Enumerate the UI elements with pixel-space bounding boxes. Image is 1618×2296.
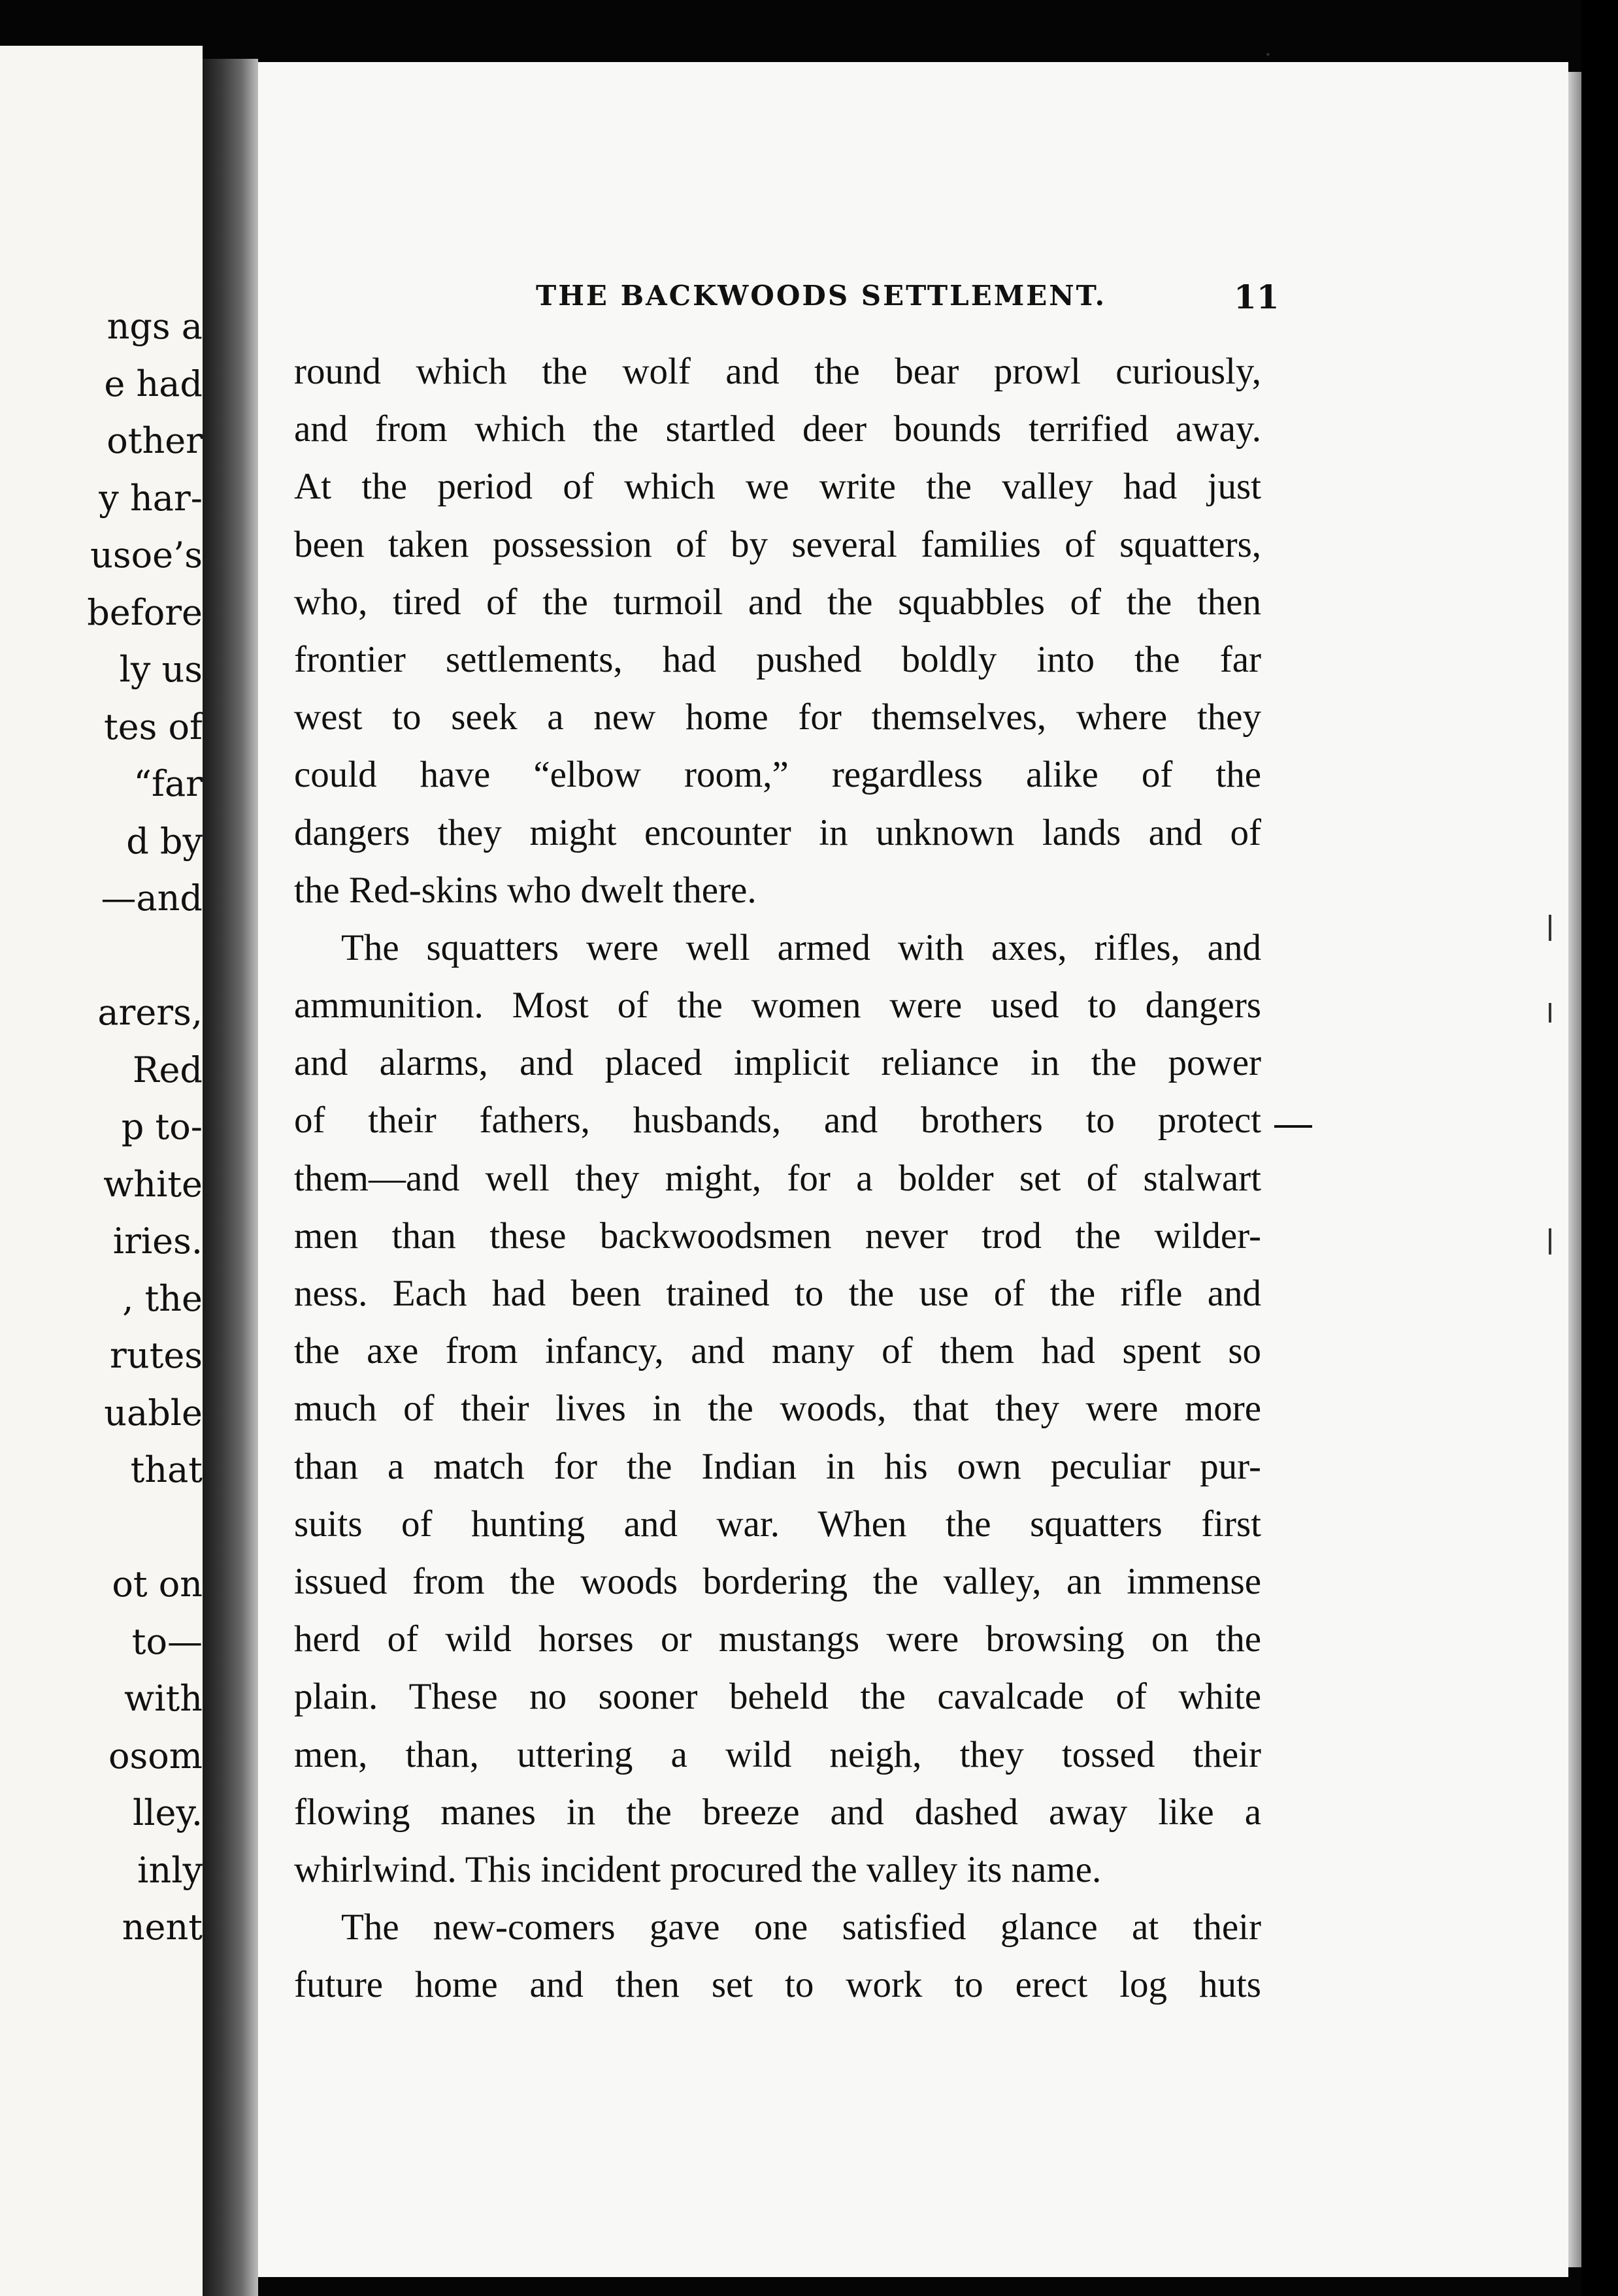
margin-mark <box>1274 1125 1312 1128</box>
left-page-line: with <box>124 1678 203 1719</box>
edge-mark <box>1549 1003 1551 1023</box>
edge-mark <box>1549 1228 1551 1255</box>
text-line: the Red-skins who dwelt there. <box>294 869 757 911</box>
text-line: suits of hunting and war. When the squatters first <box>294 1503 1261 1545</box>
left-page-line: that <box>130 1449 203 1490</box>
text-line: The new-comers gave one satisfied glance at their <box>341 1907 1261 1948</box>
text-line: The squatters were well armed with axes, rifles, and <box>341 927 1261 968</box>
text-line: whirlwind. This incident procured the valley its name. <box>294 1848 1102 1890</box>
left-page-line: arers, <box>97 992 203 1033</box>
left-page-line: Red <box>132 1049 203 1091</box>
left-page-line: inly <box>137 1849 203 1891</box>
left-page-line: tes of <box>103 706 203 747</box>
text-line: future home and then set to work to erect log huts <box>294 1964 1261 2006</box>
left-page-line: —and <box>101 877 203 919</box>
text-line: round which the wolf and the bear prowl curiously, <box>294 351 1261 392</box>
page-number: 11 <box>1234 278 1280 316</box>
text-line: much of their lives in the woods, that they were more <box>294 1388 1261 1430</box>
left-page-line: before <box>87 591 203 633</box>
left-page-line: e had <box>104 363 203 404</box>
left-page-line: lley. <box>133 1792 203 1833</box>
left-page-line: ot on <box>112 1564 203 1605</box>
left-page-line: d by <box>126 820 203 862</box>
left-page-line: “far <box>133 763 203 804</box>
text-line: ness. Each had been trained to the use of the rifle and <box>294 1273 1261 1314</box>
left-page-line: p to- <box>121 1106 203 1147</box>
text-line: been taken possession of by several families of squatters, <box>294 523 1261 565</box>
text-line: the axe from infancy, and many of them had spent so <box>294 1330 1261 1372</box>
text-line: of their fathers, husbands, and brothers to protect <box>294 1100 1261 1141</box>
text-line: men than these backwoodsmen never trod the wilder- <box>294 1215 1261 1256</box>
text-line: flowing manes in the breeze and dashed away like a <box>294 1791 1261 1833</box>
left-page-edge <box>0 46 203 2296</box>
text-line: who, tired of the turmoil and the squabbles of the then <box>294 581 1261 623</box>
text-line: them—and well they might, for a bolder set of stalwart <box>294 1157 1261 1199</box>
page-edge <box>1568 72 1581 2267</box>
left-page-line: white <box>103 1163 203 1205</box>
text-line: frontier settlements, had pushed boldly into the far <box>294 638 1261 680</box>
running-head: THE BACKWOODS SETTLEMENT. <box>536 280 1107 312</box>
text-line: ammunition. Most of the women were used to dangers <box>294 985 1261 1026</box>
left-page-line: iries. <box>112 1221 203 1262</box>
text-line: plain. These no sooner beheld the cavalcade of white <box>294 1676 1261 1718</box>
body-text <box>294 343 1261 2014</box>
text-line: could have “elbow room,” regardless alike of the <box>294 754 1261 796</box>
left-page-line: uable <box>104 1392 203 1434</box>
left-page-line: osom <box>108 1735 203 1777</box>
left-page-line: usoe’s <box>90 534 203 576</box>
text-line: At the period of which we write the valley had just <box>294 466 1261 508</box>
left-page-line: ly us <box>119 649 203 690</box>
text-line: and alarms, and placed implicit reliance in the power <box>294 1042 1261 1084</box>
text-line: and from which the startled deer bounds terrified away. <box>294 408 1261 450</box>
text-line: west to seek a new home for themselves, where they <box>294 697 1261 738</box>
scan-speck: · <box>1264 42 1272 68</box>
left-page-line: other <box>107 420 203 461</box>
book-gutter <box>203 59 258 2296</box>
scan-border <box>1581 0 1618 2296</box>
left-page-line: , the <box>122 1277 203 1319</box>
text-line: dangers they might encounter in unknown lands and of <box>294 812 1261 853</box>
left-page-line: rutes <box>110 1335 203 1376</box>
left-page-line: y har- <box>99 477 203 519</box>
left-page-line: ngs a <box>107 306 203 347</box>
left-page-line: to— <box>131 1620 203 1662</box>
text-line: issued from the woods bordering the valley, an immense <box>294 1560 1261 1602</box>
text-line: than a match for the Indian in his own peculiar pur- <box>294 1445 1261 1487</box>
text-line: men, than, uttering a wild neigh, they tossed their <box>294 1733 1261 1775</box>
edge-mark <box>1549 915 1551 941</box>
left-page-line: nent <box>122 1907 203 1948</box>
text-line: herd of wild horses or mustangs were browsing on the <box>294 1618 1261 1660</box>
